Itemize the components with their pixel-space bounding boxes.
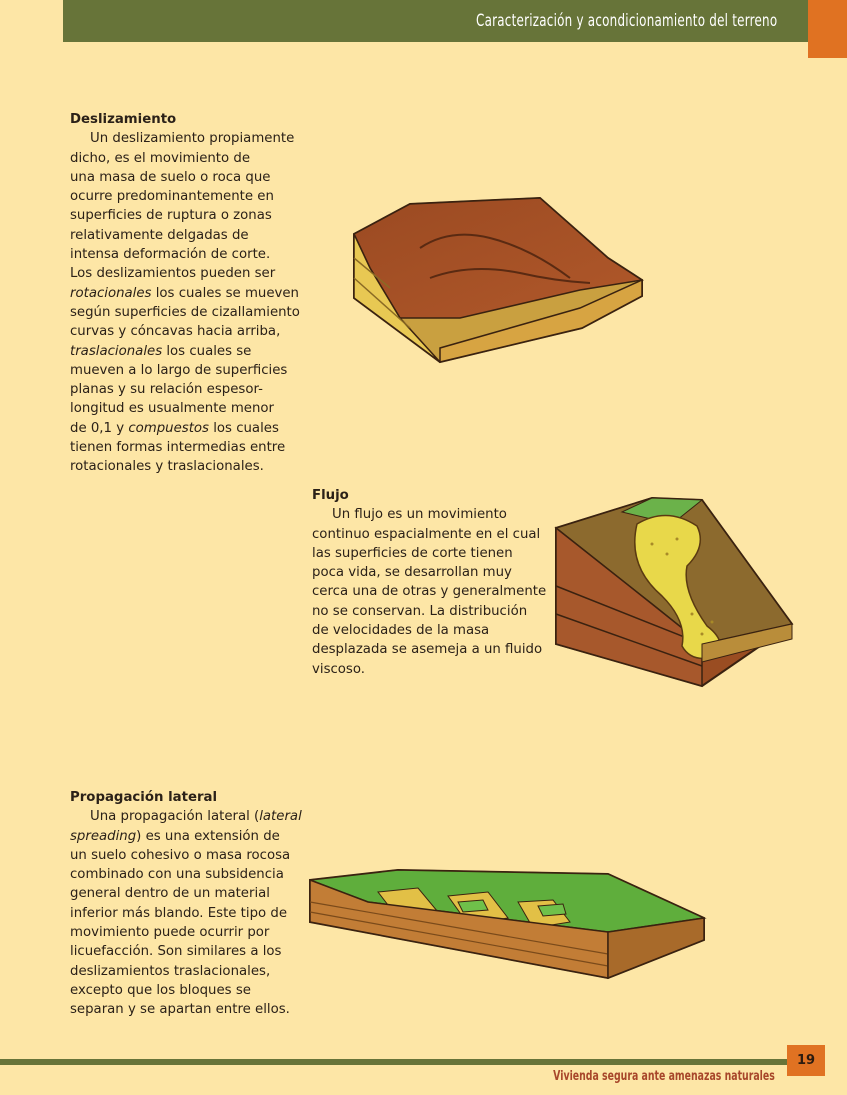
- text-line: longitud es usualmente menor: [70, 401, 275, 417]
- section-flujo: [312, 486, 552, 679]
- term-italic: rotacionales: [70, 285, 152, 301]
- text-line: Un deslizamiento propiamente: [90, 131, 295, 147]
- header-title: Caracterización y acondicionamiento del terreno: [475, 11, 777, 31]
- text-line: licuefacción. Son similares a los: [70, 944, 282, 960]
- text-line: mueven a lo largo de superficies: [70, 362, 288, 378]
- text-line: separan y se apartan entre ellos.: [70, 1002, 290, 1018]
- text-run: de 0,1 y: [70, 420, 129, 436]
- text-line: las superficies de corte tienen: [312, 545, 513, 561]
- text-run: los cuales: [208, 420, 279, 436]
- paragraph: [70, 807, 310, 1019]
- footer-title: Vivienda segura ante amenazas naturales: [553, 1069, 775, 1084]
- text-line: rotacionales y traslacionales.: [70, 459, 264, 475]
- text-line: tienen formas intermedias entre: [70, 440, 286, 456]
- flujo-illustration: [552, 494, 797, 690]
- text-line: superficies de ruptura o zonas: [70, 208, 272, 224]
- text-line: deslizamientos traslacionales,: [70, 963, 271, 979]
- text-line: un suelo cohesivo o masa rocosa: [70, 847, 291, 863]
- page-number: 19: [787, 1045, 825, 1076]
- footer-rule: [0, 1059, 790, 1065]
- text-line: intensa deformación de corte.: [70, 247, 271, 263]
- text-line: ocurre predominantemente en: [70, 189, 274, 205]
- text-line: general dentro de un material: [70, 886, 270, 902]
- text-line: una masa de suelo o roca que: [70, 169, 271, 185]
- propagacion-illustration: [308, 862, 708, 982]
- text-line: según superficies de cizallamiento: [70, 304, 300, 320]
- header-accent-tab: [808, 0, 847, 58]
- text-line: dicho, es el movimiento de: [70, 150, 251, 166]
- term-italic: spreading: [70, 828, 137, 844]
- text-line: inferior más blando. Este tipo de: [70, 905, 288, 921]
- text-line: continuo espacialmente en el cual: [312, 526, 541, 542]
- deslizamiento-illustration: [350, 178, 650, 368]
- text-line: combinado con una subsidencia: [70, 867, 284, 883]
- text-line: desplazada se asemeja a un fluido: [312, 642, 543, 658]
- text-run: Una propagación lateral (: [90, 809, 260, 825]
- text-line: movimiento puede ocurrir por: [70, 925, 270, 941]
- text-line: Un flujo es un movimiento: [332, 507, 507, 523]
- text-line: de velocidades de la masa: [312, 623, 490, 639]
- term-italic: compuestos: [128, 420, 209, 436]
- text-line: excepto que los bloques se: [70, 982, 251, 998]
- text-run: los cuales se mueven: [151, 285, 299, 301]
- term-italic: lateral: [259, 809, 302, 825]
- section-title: Flujo: [312, 488, 349, 503]
- text-line: viscoso.: [312, 661, 365, 677]
- section-title: Propagación lateral: [70, 790, 218, 805]
- text-line: no se conservan. La distribución: [312, 603, 528, 619]
- paragraph: [70, 129, 310, 476]
- text-run: ) es una extensión de: [136, 828, 280, 844]
- text-line: planas y su relación espesor-: [70, 382, 263, 398]
- section-propagacion-lateral: [70, 788, 310, 1020]
- text-line: Los deslizamientos pueden ser: [70, 266, 276, 282]
- text-line: cerca una de otras y generalmente: [312, 584, 547, 600]
- text-line: relativamente delgadas de: [70, 227, 249, 243]
- paragraph: [312, 505, 552, 679]
- section-deslizamiento: [70, 110, 310, 477]
- section-title: Deslizamiento: [70, 112, 177, 127]
- text-line: curvas y cóncavas hacia arriba,: [70, 324, 281, 340]
- text-run: los cuales se: [162, 343, 252, 359]
- text-line: poca vida, se desarrollan muy: [312, 565, 512, 581]
- term-italic: traslacionales: [70, 343, 163, 359]
